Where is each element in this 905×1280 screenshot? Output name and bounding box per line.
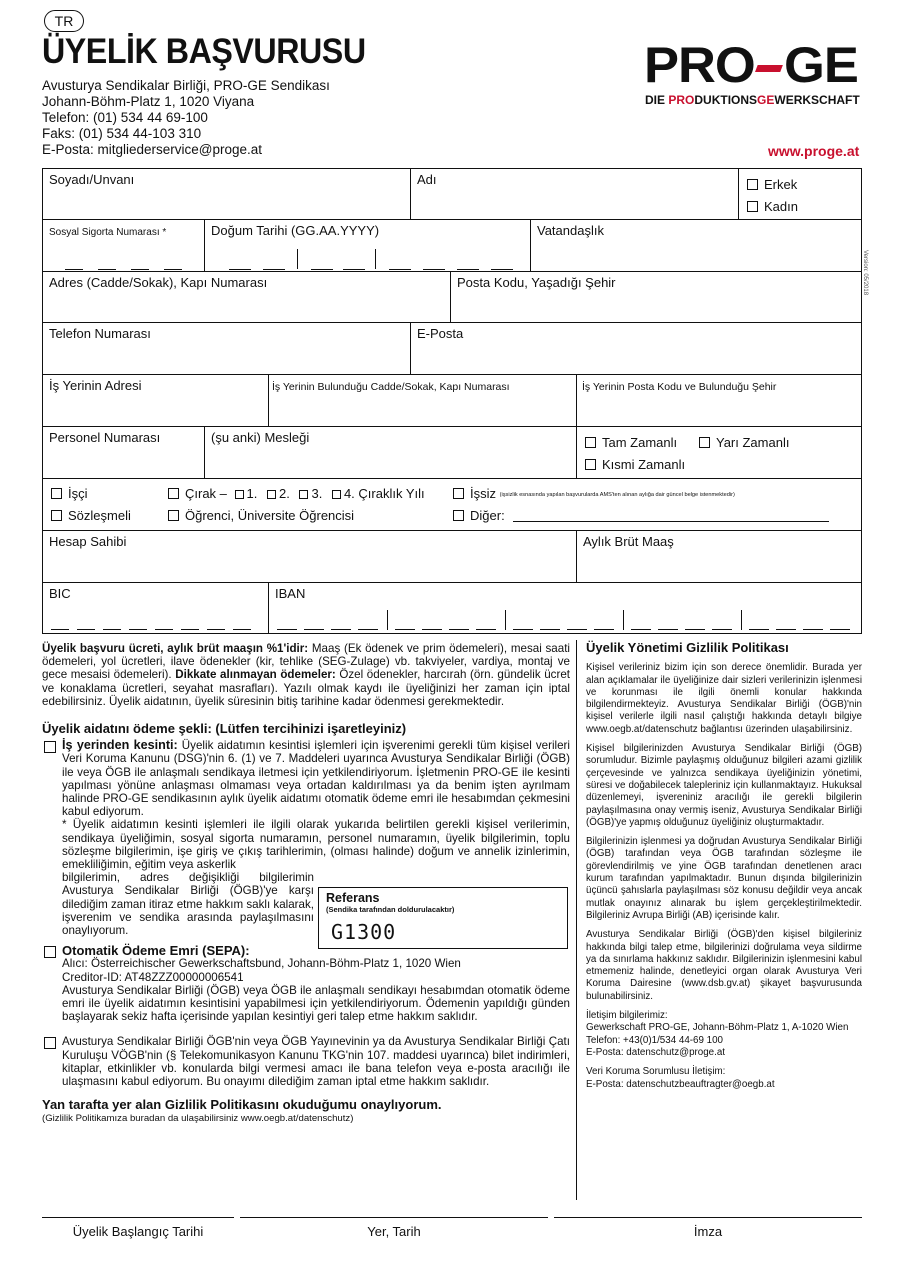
place-date-field[interactable]: [240, 1217, 548, 1239]
proge-logo: [644, 37, 858, 93]
dash: [491, 269, 513, 270]
checkbox[interactable]: [585, 437, 596, 448]
gross-salary-field[interactable]: [577, 531, 861, 583]
logo-sub-part: GE: [757, 93, 775, 107]
dash: [103, 629, 121, 630]
logo-text-ge: GE: [784, 37, 858, 93]
consent-note: bilgilerimin, adres değişikliği bilgilerimin Avusturya Sendikalar Birliği (ÖGB)'ye karşı dilediğim zaman itiraz etme hakkım saklı kalarak, işverenim ve sendika arasında paylaşılmasını onaylıyorum.: [62, 871, 314, 938]
dash: [449, 629, 469, 630]
dash: [749, 629, 769, 630]
language-badge: TR: [44, 10, 84, 32]
address-line: Avusturya Sendikalar Birliği, PRO-GE Sendikası: [42, 78, 330, 93]
checkbox[interactable]: [747, 201, 758, 212]
checkbox[interactable]: [51, 510, 62, 521]
option-label: Erkek: [764, 177, 798, 192]
dash: [155, 629, 173, 630]
other-input-line[interactable]: [513, 521, 829, 522]
privacy-paragraph: Kişisel bilgilerinizden Avusturya Sendikalar Birliği (ÖGB) sorumludur. Bizimle paylaşmış olduğunuz bilgileri azami gizlilik çerçevesinde ve yalnızca sendikaya üyeliğinizin yönetimi, süresi ve doğabilecek talepleriniz için kullanmaktayız. Hukuksal düzenlemeyi, işvereniniz aracılığı ile gerekli bilgilerin paylaşılmasına onay vermiş iseniz, Avusturya Sendikalar Birliği (ÖGB)'ye yapmış olduğunuz üyeliğiniz oluşturmaktadır.: [586, 743, 862, 828]
reference-title: Referans: [326, 891, 380, 905]
option-label: Tam Zamanlı: [602, 435, 678, 450]
field-label: IBAN: [275, 586, 306, 601]
option-label: Kadın: [764, 199, 798, 214]
nationality-field[interactable]: [531, 220, 861, 272]
dash: [476, 629, 496, 630]
dash: [358, 629, 378, 630]
dash: [389, 269, 411, 270]
dash: [540, 629, 560, 630]
field-label: Üyelik Başlangıç Tarihi: [72, 1224, 204, 1239]
dash: [233, 629, 251, 630]
privacy-paragraph: Kişisel verileriniz bizim için son derece önemlidir. Burada yer alan açıklamalar ile üyeliğinize dair sizleri verilerinizin işlenmesi ve korunması ile ilgili önemli konular hakkında bilgilendirmekteyiz. Avusturya Sendikalar Birliği (ÖGB)'nin kişisel verilerle ilgili nasıl çalıştığı hakkında detaylı bilgiye www.oegb.at/datenschutz bağlantısı üzerinden ulaşabilirsiniz.: [586, 662, 862, 735]
dash: [423, 269, 445, 270]
bic-field[interactable]: [43, 583, 269, 633]
checkbox[interactable]: [51, 488, 62, 499]
contact-title: İletişim bilgilerimiz:: [586, 1010, 668, 1022]
dash: [457, 269, 479, 270]
sepa-creditor-id: Creditor-ID: AT48ZZZ00000006541: [62, 970, 244, 984]
dash: [65, 269, 83, 270]
dash: [803, 629, 823, 630]
field-label: Doğum Tarihi (GG.AA.YYYY): [211, 223, 380, 238]
logo-subtitle: [645, 93, 860, 107]
marketing-consent-option: [42, 1035, 570, 1088]
checkbox[interactable]: [299, 490, 308, 499]
field-label: İş Yerinin Bulunduğu Cadde/Sokak, Kapı Numarası: [272, 381, 510, 393]
student-option[interactable]: [168, 508, 354, 523]
option-label: 2.: [279, 486, 290, 501]
privacy-link-note: (Gizlilik Politikamıza buradan da ulaşabilirsiniz www.oegb.at/datenschutz): [42, 1112, 354, 1124]
privacy-paragraph: Avusturya Sendikalar Birliği (ÖGB)'den kişisel bilgileriniz hakkında bilgi talep etme, bilgilerinizi doğrulama veya sildirme ya da sınırlama hakkınız saklıdır. Bilgilerinizin işlenmesini kabul etmemeniz halinde, denetleyici organ olarak Avusturya Veri Koruma Dairesine (www.dsb.gv.at) şikayet başvurusunda bulunabilirsiniz.: [586, 929, 862, 1002]
option-label: Yarı Zamanlı: [716, 435, 790, 450]
logo-sub-part: WERKSCHAFT: [774, 93, 860, 107]
contract-option[interactable]: [51, 508, 131, 523]
surname-field[interactable]: [43, 169, 411, 220]
dob-field[interactable]: [205, 220, 531, 272]
checkbox[interactable]: [585, 459, 596, 470]
dash: [164, 269, 182, 270]
field-label: Adı: [417, 172, 437, 187]
field-label: Hesap Sahibi: [49, 534, 127, 549]
dash: [263, 269, 285, 270]
checkbox[interactable]: [332, 490, 341, 499]
dash: [229, 269, 251, 270]
iban-separator: [387, 610, 388, 630]
option-label: Diğer:: [470, 508, 505, 523]
option-label: Çırak –: [185, 486, 227, 501]
dash: [395, 629, 415, 630]
phone-field[interactable]: [43, 323, 411, 375]
sepa-option: [42, 944, 570, 1023]
gender-cell: [739, 169, 861, 220]
logo-text-pro: PRO: [644, 37, 755, 93]
fulltime-option[interactable]: [585, 435, 677, 450]
field-label: E-Posta: [417, 326, 464, 341]
logo-sub-part: PRO: [668, 93, 695, 107]
dash: [712, 629, 732, 630]
dash: [98, 269, 116, 270]
iban-separator: [623, 610, 624, 630]
name-field[interactable]: [411, 169, 739, 220]
dash: [658, 629, 678, 630]
checkbox[interactable]: [699, 437, 710, 448]
dash: [277, 629, 297, 630]
checkbox[interactable]: [747, 179, 758, 190]
reference-subtitle: (Sendika tarafından doldurulacaktır): [326, 905, 455, 914]
checkbox[interactable]: [168, 510, 179, 521]
work-address-field[interactable]: [43, 375, 269, 427]
email-field[interactable]: [411, 323, 861, 375]
option-label: Sözleşmeli: [68, 508, 131, 523]
fee-text: Özel ödenekler, harcırah (örn. gündelik ücret ve konaklama ücretleri, seyahat masrafları). Yazılı olmak kaydı ile üyeliğinizi her zaman için iptal edebilirsiniz. Üyelik aidatının, üyelik süresinin bitiş tarihine kadar ödenmesi gerekmektedir.: [42, 668, 570, 708]
option-label: İşçi: [68, 486, 88, 501]
option-text: Avusturya Sendikalar Birliği (ÖGB) veya ÖGB ile anlaşmalı sendikayı hesabımdan otomatik ödeme emri ile üyelik aidatımın kesintisini yapabilmesi için yetkilendiriyorum. Ödemenin yapıldığı günden başlayarak sekiz hafta içerisinde yapılan kesintiyi geri talep etme hakkım saklıdır.: [62, 983, 570, 1024]
checkbox[interactable]: [168, 488, 179, 499]
halftime-option[interactable]: [699, 435, 789, 450]
dash: [513, 629, 533, 630]
dash: [567, 629, 587, 630]
field-label: Adres (Cadde/Sokak), Kapı Numarası: [49, 275, 268, 290]
postcode-field[interactable]: [451, 272, 861, 323]
dash: [181, 629, 199, 630]
address-fax: Faks: (01) 534 44-103 310: [42, 126, 202, 141]
field-label: Posta Kodu, Yaşadığı Şehir: [457, 275, 616, 290]
field-label: Yer, Tarih: [367, 1224, 421, 1239]
checkbox[interactable]: [44, 1037, 56, 1049]
option-title: Otomatik Ödeme Emri (SEPA):: [62, 943, 250, 959]
status-cell: [43, 479, 861, 531]
dash: [207, 629, 225, 630]
logo-dash: [755, 65, 783, 72]
field-label: Vatandaşlık: [537, 223, 604, 238]
iban-separator: [741, 610, 742, 630]
option-title: İş yerinden kesinti:: [62, 738, 178, 753]
option-label: 3.: [311, 486, 323, 501]
unemployed-option[interactable]: [453, 486, 735, 501]
occupation-field[interactable]: [205, 427, 577, 479]
contact-email[interactable]: E-Posta: datenschutz@proge.at: [586, 1046, 726, 1058]
ssn-field[interactable]: [43, 220, 205, 272]
field-label: Telefon Numarası: [49, 326, 151, 341]
field-label: Soyadı/Unvanı: [49, 172, 135, 187]
checkbox[interactable]: [453, 510, 464, 521]
dash: [51, 629, 69, 630]
dash: [331, 629, 351, 630]
reference-box: [318, 887, 568, 949]
dash: [685, 629, 705, 630]
dash: [830, 629, 850, 630]
dob-separator: [297, 249, 298, 269]
address-phone: Telefon: (01) 534 44 69-100: [42, 110, 208, 125]
address-email: E-Posta: mitgliederservice@proge.at: [42, 142, 263, 157]
reference-value: G1300: [331, 920, 397, 944]
dash: [631, 629, 651, 630]
field-label: Sosyal Sigorta Numarası *: [49, 227, 167, 238]
checkbox[interactable]: [235, 490, 244, 499]
privacy-policy-column: [586, 642, 862, 1091]
field-label: İş Yerinin Posta Kodu ve Bulunduğu Şehir: [582, 381, 777, 393]
address-field[interactable]: [43, 272, 451, 323]
employment-type-cell: [577, 427, 861, 479]
checkbox[interactable]: [453, 488, 464, 499]
union-address: [42, 78, 330, 158]
logo-sub-part: DIE: [645, 93, 669, 107]
field-label: BIC: [49, 586, 71, 601]
logo-sub-part: DUKTIONS: [694, 93, 758, 107]
account-holder-field[interactable]: [43, 531, 577, 583]
field-label: İş Yerinin Adresi: [49, 378, 142, 393]
dash: [594, 629, 614, 630]
privacy-paragraph: Bilgilerinizin işlenmesi ya doğrudan Avusturya Sendikalar Birliği (ÖGB) tarafından veya ÖGB tarafından sözleşme ile görevlendirilmiş ve yine ÖGB tarafından denetlenen aracı kurum tarafından yapılmaktadır. Bunun dışında bilgilerinizin üçüncü şahıslarla paylaşılması söz konusu değildir veya ancak mutlak onayınız alınarak bu işlem gerçekleştirilmektedir. Bilgileriniz Avrupa Birliği (AB) içerisinde kalır.: [586, 836, 862, 921]
parttime-option[interactable]: [585, 457, 685, 472]
personnel-number-field[interactable]: [43, 427, 205, 479]
dob-separator: [375, 249, 376, 269]
sepa-recipient: Alıcı: Österreichischer Gewerkschaftsbund, Johann-Böhm-Platz 1, 1020 Wien: [62, 957, 461, 971]
dash: [131, 269, 149, 270]
dpo-title: Veri Koruma Sorumlusu İletişim:: [586, 1066, 726, 1078]
option-text: Üyelik aidatımın kesintisi işlemleri için işverenimi gerekli tüm kişisel verileri Veri Koruma Kanunu (DSG)'nin 6. (1) ve 7. Maddeleri uyarınca Avusturya Sendikalar Birliği (ÖGB) ile veya ÖGB ile anlaşmalı sendikaya iletmesi için yetkilendiriyorum. İşletmenin PRO-GE ile kesinti yapılması yönüne anlaşması olmaması veya ortadan kaldırılması ya da benim işten ayrılmam halinde PRO-GE sendikasının aylık üyelik aidatımı otomatik ödeme emri ile hesabımdan çekmesini kabul ediyorum.: [62, 739, 570, 819]
page-title: ÜYELİK BAŞVURUSU: [42, 32, 366, 71]
fee-text: Maaş (Ek ödenek ve prim ödemeleri), mesai saati ödemeleri, yol ücretleri, ilave ödenekler (kir, tehlike (SEG-Zulage) vb. takviyeler, vardiya, montaj ve gece mesaisi ödemeleri).: [42, 642, 570, 682]
terms-column: [42, 642, 570, 1125]
payment-heading: Üyelik aidatını ödeme şekli: (Lütfen tercihinizi işaretleyiniz): [42, 721, 407, 737]
dash: [776, 629, 796, 630]
fee-exclusions-title: Dikkate alınmayan ödemeler:: [175, 668, 336, 682]
iban-field[interactable]: [269, 583, 861, 633]
checkbox[interactable]: [44, 946, 56, 958]
column-divider: [576, 640, 577, 1200]
option-label: 4. Çıraklık Yılı: [343, 486, 425, 501]
option-text: Avusturya Sendikalar Birliği ÖGB'nin veya ÖGB Yayınevinin ya da Avusturya Sendikalar Birliği Çatı Kuruluşu VÖGB'nin (§ Telekomunikasyon Kanunu TKG'nin 107. maddesi uyarınca) bilet indirimleri, kitaplar, etkinlikler vb. konularda bilgi vermesi amacı ile bana telefon veya e-posta aracılığı ile ulaşmasını kabul ediyorum. Bu onayımı dilediğim zaman iptal etme hakkım saklıdır.: [62, 1035, 570, 1089]
other-option[interactable]: [453, 508, 505, 523]
gender-male-option[interactable]: [747, 177, 797, 192]
membership-form: [42, 168, 862, 634]
start-date-field[interactable]: [42, 1217, 234, 1239]
checkbox[interactable]: [267, 490, 276, 499]
privacy-heading: Üyelik Yönetimi Gizlilik Politikası: [586, 640, 789, 655]
option-label: İşsiz: [470, 486, 496, 501]
contact-line: Gewerkschaft PRO-GE, Johann-Böhm-Platz 1, A-1020 Wien: [586, 1022, 849, 1034]
dash: [77, 629, 95, 630]
worker-option[interactable]: [51, 486, 88, 501]
option-label: Kısmi Zamanlı: [602, 457, 686, 472]
consent-note: * Üyelik aidatımın kesinti işlemleri ile ilgili olarak yukarıda belirtilen gerekli kişisel verilerimin, sendikaya üyeliğimin, sosyal sigorta numaramın, personel numaramın, üyelik bilgilerimin, toplu sözleşme bilgilerimin, işe giriş ve çıkış tarihlerimin, (olması halinde) doğum ve annelik izinlerimin, emekliliğimin, eğitim veya askerlik: [62, 818, 570, 872]
fee-title: Üyelik başvuru ücreti, aylık brüt maaşın %1'idir:: [42, 642, 309, 655]
website-link[interactable]: www.proge.at: [768, 143, 860, 159]
field-label: İmza: [693, 1224, 723, 1239]
work-city-field[interactable]: [577, 375, 861, 427]
dash: [311, 269, 333, 270]
dash: [129, 629, 147, 630]
checkbox[interactable]: [44, 741, 56, 753]
gender-female-option[interactable]: [747, 199, 798, 214]
dash: [422, 629, 442, 630]
dash: [304, 629, 324, 630]
option-label: Öğrenci, Üniversite Öğrencisi: [185, 508, 355, 523]
unemployed-note: (işsizlik esnasında yapılan başvurularda AMS'ten alınan aylığa dair güncel belge istenmektedir): [499, 492, 735, 498]
privacy-confirmation: Yan tarafta yer alan Gizlilik Politikasını okuduğumu onaylıyorum.: [42, 1097, 442, 1113]
dash: [343, 269, 365, 270]
work-street-field[interactable]: [269, 375, 577, 427]
field-label: (şu anki) Mesleği: [211, 430, 310, 445]
field-label: Aylık Brüt Maaş: [583, 534, 674, 549]
contact-block: [586, 1010, 862, 1091]
dpo-email[interactable]: E-Posta: datenschutzbeauftragter@oegb.at: [586, 1078, 775, 1090]
option-label: 1.: [246, 486, 258, 501]
address-line: Johann-Böhm-Platz 1, 1020 Viyana: [42, 94, 255, 109]
field-label: Personel Numarası: [49, 430, 161, 445]
iban-separator: [505, 610, 506, 630]
signature-field[interactable]: [554, 1217, 862, 1239]
contact-line: Telefon: +43(0)1/534 44-69 100: [586, 1034, 723, 1046]
apprentice-option[interactable]: [168, 486, 425, 501]
version-note: Version: 05/2018: [862, 250, 868, 296]
